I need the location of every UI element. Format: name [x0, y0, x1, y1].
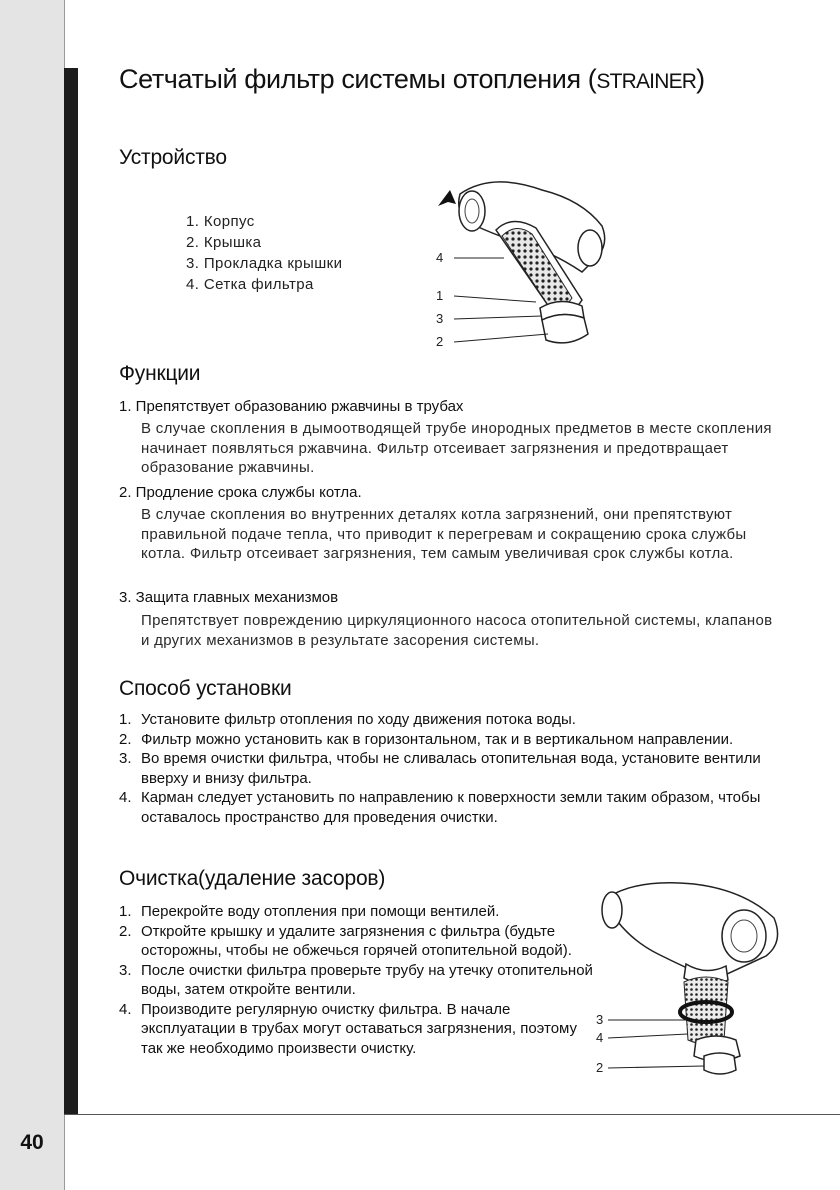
cleaning-diagram: [594, 872, 794, 1092]
function-title: 2. Продление срока службы котла.: [119, 484, 362, 501]
function-text: Препятствует повреждению циркуляционного насоса отопительной системы, клапанов и других механизмов в результате засорения системы.: [141, 612, 773, 649]
function-text: В случае скопления в дымоотводящей трубе инородных предметов в месте скопления начинает появляться ржавчина. Фильтр отсеивает загрязнения и предотвращает образование ржавчины.: [141, 420, 772, 476]
left-margin: [0, 0, 64, 1190]
installation-step: [119, 749, 779, 788]
parts-list: [186, 211, 342, 295]
part-item: 1. Корпус: [186, 213, 255, 230]
step-number: 3.: [119, 750, 132, 767]
cleaning-step: [119, 1000, 595, 1059]
device-label-1: 1: [436, 288, 444, 303]
title-latin: STRAINER: [596, 70, 697, 93]
step-text: Фильтр можно установить как в горизонтальном, так и в вертикальном направлении.: [141, 730, 734, 748]
device-label-3: 3: [436, 311, 444, 326]
cleaning-step: [119, 902, 595, 922]
cleaning-label-4: 4: [596, 1030, 604, 1045]
step-number: 2.: [119, 922, 132, 940]
step-text: Откройте крышку и удалите загрязнения с фильтра (будьте осторожны, чтобы не обжечься горячей отопительной водой).: [141, 922, 572, 959]
part-item: 2. Крышка: [186, 234, 262, 251]
cleaning-label-2: 2: [596, 1060, 604, 1075]
function-title: 3. Защита главных механизмов: [119, 589, 339, 606]
step-text: Производите регулярную очистку фильтра. В начале эксплуатации в трубах могут оставаться загрязнения, поэтому так же необходимо произвести очистку.: [141, 1000, 578, 1057]
installation-step: [119, 788, 779, 827]
step-number: 1.: [119, 711, 132, 728]
installation-steps: [119, 710, 779, 827]
cleaning-label-3: 3: [596, 1012, 604, 1027]
device-heading: Устройство: [119, 146, 227, 169]
step-number: 1.: [119, 903, 132, 920]
step-text: После очистки фильтра проверьте трубу на утечку отопительной воды, затем откройте вентили.: [141, 961, 593, 998]
title-main: Сетчатый фильтр системы отопления (: [119, 64, 597, 94]
installation-step: [119, 710, 779, 730]
device-label-2: 2: [436, 334, 444, 349]
cleaning-step: [119, 922, 595, 961]
function-text: В случае скопления во внутренних деталях котла загрязнений, они препятствуют правильной подаче тепла, что приводит к перегревам и сокращению срока службы котла. Фильтр отсеивает загрязнения, тем самым увеличивая срок службы котла.: [141, 506, 747, 562]
page-number: 40: [20, 1131, 44, 1154]
device-label-4: 4: [436, 250, 444, 265]
strainer-diagram: [432, 176, 622, 356]
cleaning-steps: [119, 902, 595, 1058]
step-text: Установите фильтр отопления по ходу движения потока воды.: [141, 711, 576, 728]
flow-arrow-icon: [438, 190, 456, 206]
cleaning-step: [119, 961, 595, 1000]
step-number: 4.: [119, 789, 132, 806]
part-item: 3. Прокладка крышки: [186, 255, 343, 272]
step-text: Карман следует установить по направлению к поверхности земли таким образом, чтобы оставалось пространство для проведения очистки.: [141, 789, 761, 826]
title-close: ): [696, 64, 705, 94]
installation-step: [119, 730, 779, 750]
step-text: Во время очистки фильтра, чтобы не сливалась отопительная вода, установите вентили вверху и внизу фильтра.: [141, 750, 761, 787]
footer-rule: [64, 1114, 840, 1115]
step-number: 3.: [119, 961, 132, 979]
function-title: 1. Препятствует образованию ржавчины в трубах: [119, 398, 464, 415]
part-item: 4. Сетка фильтра: [186, 276, 314, 293]
functions-heading: Функции: [119, 362, 201, 385]
step-number: 2.: [119, 730, 132, 748]
filter-mesh: [684, 977, 728, 1044]
installation-heading: Способ установки: [119, 677, 292, 700]
cleaning-heading: Очистка(удаление засоров): [119, 867, 386, 890]
page-title: [119, 64, 705, 95]
step-text: Перекройте воду отопления при помощи вентилей.: [141, 903, 500, 920]
step-number: 4.: [119, 1000, 132, 1018]
chapter-bar: [64, 68, 78, 1114]
